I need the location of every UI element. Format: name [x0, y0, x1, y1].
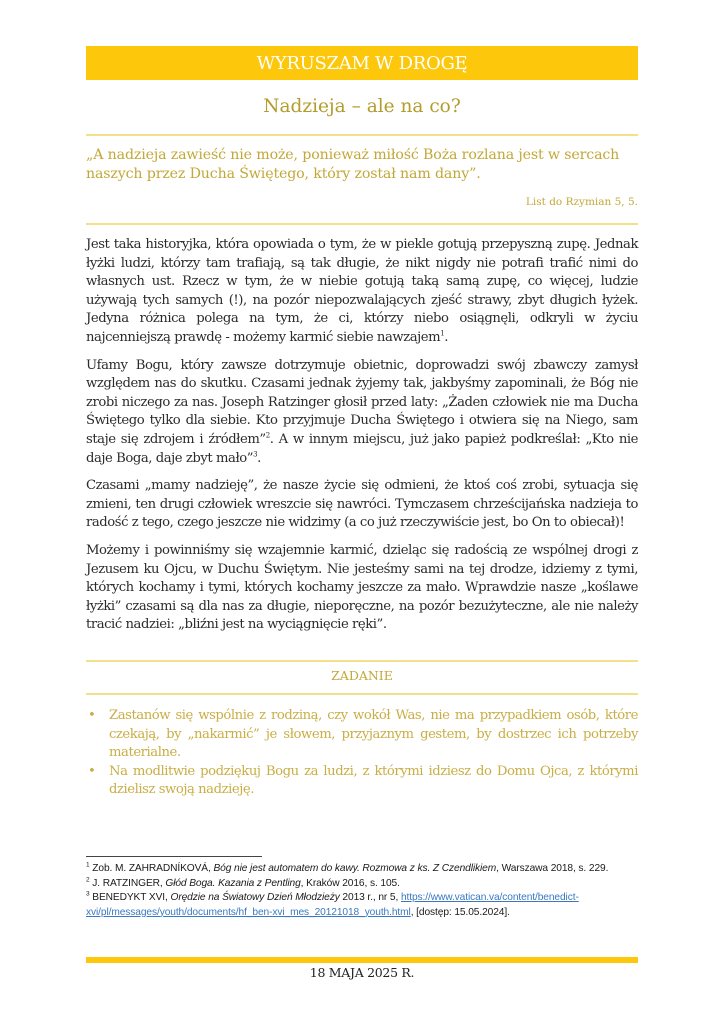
scripture-quote: „A nadzieja zawieść nie może, ponieważ miłość Boża rozlana jest w sercach naszych przez Ducha Świętego, który został nam dany”. [86, 147, 620, 182]
banner-text: WYRUSZAM W DROGĘ [256, 52, 468, 74]
footnotes [86, 862, 638, 920]
page-title: Nadzieja – ale na co? [263, 96, 461, 117]
task-heading: ZADANIE [331, 668, 393, 683]
task-item: • Zastanów się wspólnie z rodziną, czy wokół Was, nie ma przypadkiem osób, które czekają, by „nakarmić” je słowem, przyjaznym gestem, by dostrzec ich potrzeby materialne. [88, 708, 638, 761]
footnote-ref[interactable]: 1 [440, 329, 445, 338]
body-text [86, 236, 638, 644]
footnote-separator [86, 856, 262, 857]
divider [86, 223, 638, 225]
footer-date: 18 MAJA 2025 R. [309, 965, 415, 980]
divider [86, 693, 638, 695]
task-item: • Na modlitwie podziękuj Bogu za ludzi, z którymi idziesz do Domu Ojca, z którymi dzielisz swoją nadzieję. [88, 763, 638, 798]
bullet-icon: • [88, 708, 96, 723]
paragraph: Czasami „mamy nadzieję”, że nasze życie się odmieni, że ktoś coś zrobi, sytuacja się zmieni, ten drugi człowiek wreszcie się nawróci. Tymczasem chrześcijańska nadzieja to radość z tego, czego jeszcze nie widzimy (a co już rzeczywiście jest, bo On to obiecał)! [86, 478, 638, 531]
source-link[interactable]: https://www.vatican.va/content/benedict-xvi/pl/messages/youth/documents/hf_ben-xvi_mes_20121018_youth.html [86, 892, 579, 918]
footnote-ref[interactable]: 2 [265, 431, 270, 440]
footer-bar [86, 957, 638, 963]
paragraph: Możemy i powinniśmy się wzajemnie karmić, dzieląc się radością ze wspólnej drogi z Jezusem ku Ojcu, w Duchu Świętym. Nie jesteśmy sami na tej drodze, idziemy z tymi, których kochamy i tymi, których kochamy jeszcze za mało. Wprawdzie nasze „koślawe łyżki” czasami są dla nas za długie, nieporęczne, na pozór bezużyteczne, ale nie należy tracić nadziei: „bliźni jest na wyciągnięcie ręki”. [86, 542, 638, 633]
footnote-ref[interactable]: 3 [253, 450, 258, 459]
paragraph: Ufamy Bogu, który zawsze dotrzymuje obietnic, doprowadzi swój zbawczy zamysł względem nas do skutku. Czasami jednak żyjemy tak, jakbyśmy zapominali, że Bóg nie zrobi niczego za nas. Joseph Ratzinger głosił przed laty: „Żaden człowiek nie ma Ducha Świętego tylko dla siebie. Kto przyjmuje Ducha Świętego i otwiera się na Niego, sam staje się zdrojem i źródłem”$^2$. A w innym miejscu, już jako papież podkreślał: „Kto nie daje Boga, daje zbyt mało”$^3$. [86, 357, 638, 466]
scripture-reference: List do Rzymian 5, 5. [525, 196, 638, 208]
task-list [86, 707, 638, 800]
paragraph: Jest taka historyjka, która opowiada o tym, że w piekle gotują przepyszną zupę. Jednak łyżki ludzi, którzy tam trafiają, są tak długie, że nikt nigdy nie potrafi trafić nimi do własnych ust. Rzecz w tym, że w niebie gotują taką samą zupę, co więcej, ludzie używają tych samych (!), na pozór niepozwalających zjeść strawy, zbyt długich łyżek. Jedyna różnica polega na tym, że ci, którzy niebo osiągnęli, odkryli w życiu najcenniejszą prawdę - możemy karmić siebie nawzajem$^1$. [86, 237, 638, 345]
divider [86, 134, 638, 136]
divider [86, 660, 638, 662]
footnote: $^1$ Zob. M. ZAHRADNÍKOVÁ, Bóg nie jest automatem do kawy. Rozmowa z ks. Z Czendlikiem, Warszawa 2018, s. 229. [86, 861, 609, 874]
footnote: $^3$ BENEDYKT XVI, Orędzie na Światowy Dzień Młodzieży 2013 r., nr 5, https://www.vatican.va/content/benedict-xvi/pl/messages/youth/documents/hf_ben-xvi_mes_20121018_youth.html, [dostęp: 15.05.2024]. [86, 890, 579, 918]
footnote: $^2$ J. RATZINGER, Głód Boga. Kazania z Pentling, Kraków 2016, s. 105. [86, 876, 400, 889]
series-banner [86, 46, 638, 80]
bullet-icon: • [88, 763, 96, 779]
